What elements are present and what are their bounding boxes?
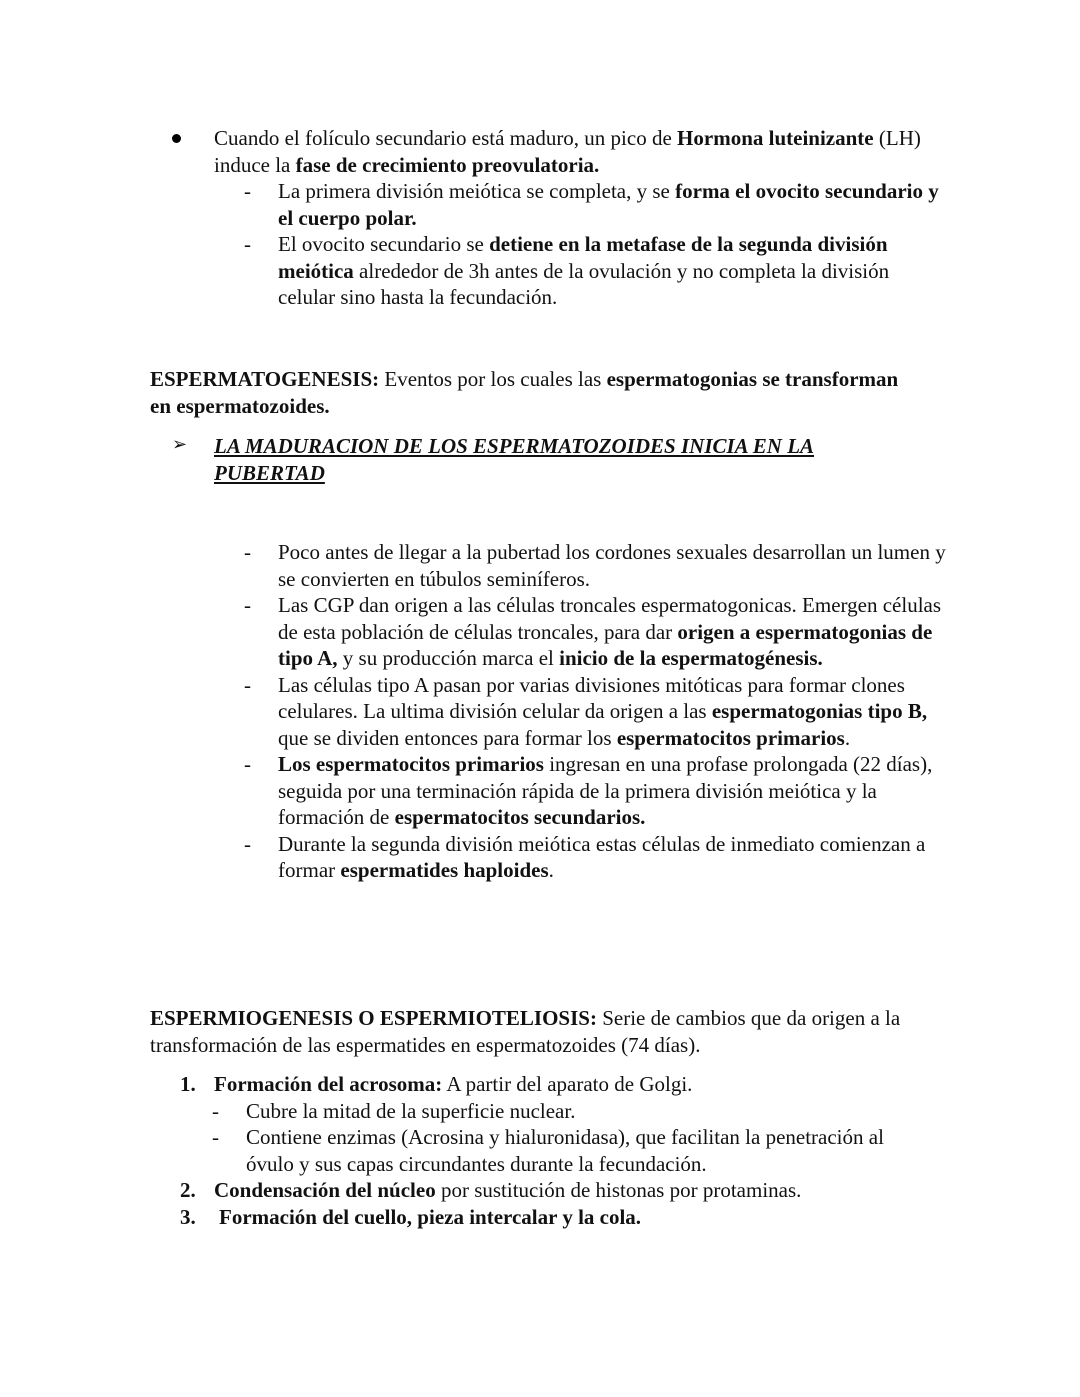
espermiogenesis-list <box>150 1071 910 1230</box>
list-item-text: Las CGP dan origen a las células troncales espermatogonicas. Emergen células de esta población de células troncales, para dar origen a espermatogonias de tipo A, y su producción marca el inicio de la espermatogénesis. <box>278 593 942 670</box>
list-item-text: La primera división meiótica se completa, y se forma el ovocito secundario y el cuerpo polar. <box>278 179 939 230</box>
sub-list-item <box>150 1124 910 1177</box>
dash-marker: - <box>212 1125 219 1149</box>
dash-marker: - <box>244 179 251 203</box>
list-item-text: Las células tipo A pasan por varias divisiones mitóticas para formar clones celulares. La ultima división celular da origen a las espermatogonias tipo B, que se dividen entonces para formar los espermatocitos primarios. <box>278 672 928 750</box>
arrow-bullet-icon: ➢ <box>172 434 188 455</box>
section-title: ESPERMATOGENESIS: <box>150 367 380 391</box>
list-item <box>150 231 950 311</box>
dash-marker: - <box>244 540 251 564</box>
list-item <box>150 751 950 831</box>
item-number: 1. <box>180 1072 196 1096</box>
ovocito-section <box>150 125 950 311</box>
espermatogenesis-heading <box>150 366 920 419</box>
numbered-item <box>150 1177 910 1204</box>
numbered-item <box>150 1071 910 1098</box>
dash-marker: - <box>212 1098 219 1123</box>
list-item <box>150 672 950 752</box>
numbered-item-text: Formación del acrosoma: A partir del aparato de Golgi. <box>214 1072 693 1096</box>
espermatogenesis-list <box>150 539 950 884</box>
sub-list-item <box>150 1098 910 1125</box>
list-item-text: Durante la segunda división meiótica estas células de inmediato comienzan a formar espermatides haploides. <box>278 831 926 882</box>
dash-marker: - <box>244 752 251 776</box>
item-number: 3. <box>180 1204 196 1229</box>
list-item <box>150 592 950 672</box>
dash-marker: - <box>244 672 251 697</box>
list-item-text: Poco antes de llegar a la pubertad los cordones sexuales desarrollan un lumen y se convierten en túbulos seminíferos. <box>278 540 946 591</box>
list-item <box>150 178 950 231</box>
numbered-item-text: Condensación del núcleo por sustitución de histonas por protaminas. <box>214 1178 802 1202</box>
arrow-item-text: LA MADURACION DE LOS ESPERMATOZOIDES INICIA EN LA PUBERTAD <box>214 434 815 485</box>
dash-marker: - <box>244 831 251 856</box>
bullet-item <box>150 125 950 178</box>
list-item-text: Los espermatocitos primarios ingresan en una profase prolongada (22 días), seguida por una terminación rápida de la primera división meiótica y la formación de espermatocitos secundarios. <box>278 752 933 829</box>
dash-marker: - <box>244 593 251 617</box>
arrow-item <box>150 433 870 486</box>
sub-list-item-text: Contiene enzimas (Acrosina y hialuronidasa), que facilitan la penetración al óvulo y sus capas circundantes durante la fecundación. <box>246 1125 884 1176</box>
sub-list-item-text: Cubre la mitad de la superficie nuclear. <box>246 1098 576 1123</box>
list-item <box>150 539 950 592</box>
numbered-item <box>150 1204 910 1231</box>
item-number: 2. <box>180 1178 196 1202</box>
numbered-item-text: Formación del cuello, pieza intercalar y la cola. <box>219 1204 642 1229</box>
espermiogenesis-heading <box>150 1005 920 1058</box>
bullet-text: Cuando el folículo secundario está maduro, un pico de Hormona luteinizante (LH) induce la fase de crecimiento preovulatoria. <box>214 126 921 177</box>
section-title: ESPERMIOGENESIS O ESPERMIOTELIOSIS: <box>150 1006 597 1030</box>
bullet-dot-icon <box>172 134 181 143</box>
list-item <box>150 831 950 884</box>
list-item-text: El ovocito secundario se detiene en la metafase de la segunda división meiótica alrededor de 3h antes de la ovulación y no completa la división celular sino hasta la fecundación. <box>278 232 890 309</box>
espermatogenesis-definition: ESPERMATOGENESIS: Eventos por los cuales las espermatogonias se transforman en espermatozoides. <box>150 367 899 418</box>
espermiogenesis-definition: ESPERMIOGENESIS O ESPERMIOTELIOSIS: Serie de cambios que da origen a la transformación de las espermatides en espermatozoides (74 días). <box>150 1006 901 1057</box>
dash-marker: - <box>244 232 251 256</box>
